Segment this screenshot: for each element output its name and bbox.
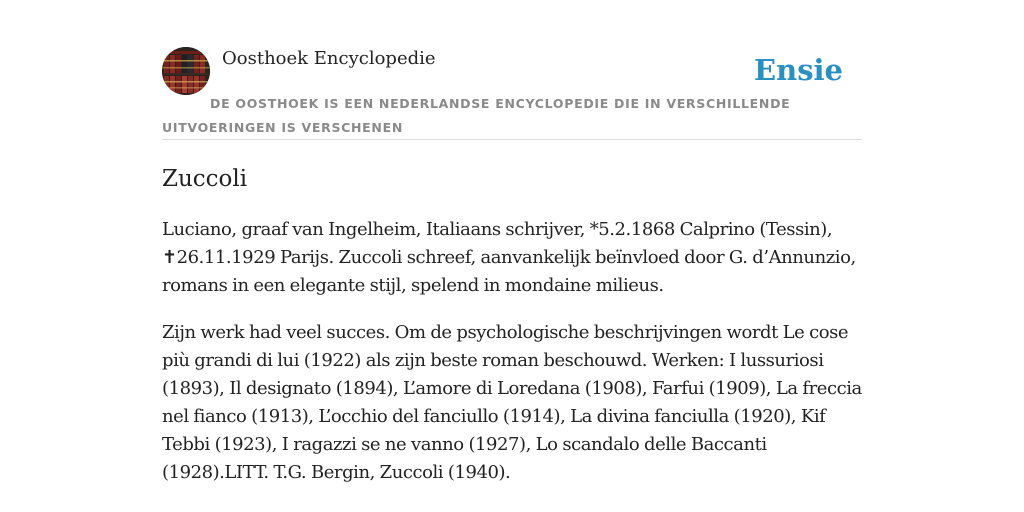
- bookshelf-icon[interactable]: [162, 47, 210, 95]
- article-paragraph: Luciano, graaf van Ingelheim, Italiaans schrijver, *5.2.1868 Calprino (Tessin), ✝26.11.1929 Parijs. Zuccoli schreef, aanvankelijk beïnvloed door G. d’Annunzio, romans in een elegante stijl, spelend in mondaine milieus.: [162, 219, 856, 296]
- brand-logo[interactable]: Ensie: [754, 53, 843, 87]
- article-title: Zuccoli: [162, 166, 248, 192]
- bookshelf-image: [162, 47, 210, 95]
- article-body: [162, 216, 862, 487]
- site-name[interactable]: Oosthoek Encyclopedie: [222, 48, 436, 69]
- site-tagline: DE OOSTHOEK IS EEN NEDERLANDSE ENCYCLOPEDIE DIE IN VERSCHILLENDE UITVOERINGEN IS VERSCHENEN: [162, 96, 791, 135]
- article-paragraph: Zijn werk had veel succes. Om de psychologische beschrijvingen wordt Le cose più grandi di lui (1922) als zijn beste roman beschouwd. Werken: I lussuriosi (1893), Il designato (1894), L’amore di Loredana (1908), Farfui (1909), La freccia nel fianco (1913), L’occhio del fanciullo (1914), La divina fanciulla (1920), Kif Tebbi (1923), I ragazzi se ne vanno (1927), Lo scandalo delle Baccanti (1928).LITT. T.G. Bergin, Zuccoli (1940).: [162, 322, 862, 483]
- header-divider: [162, 139, 862, 140]
